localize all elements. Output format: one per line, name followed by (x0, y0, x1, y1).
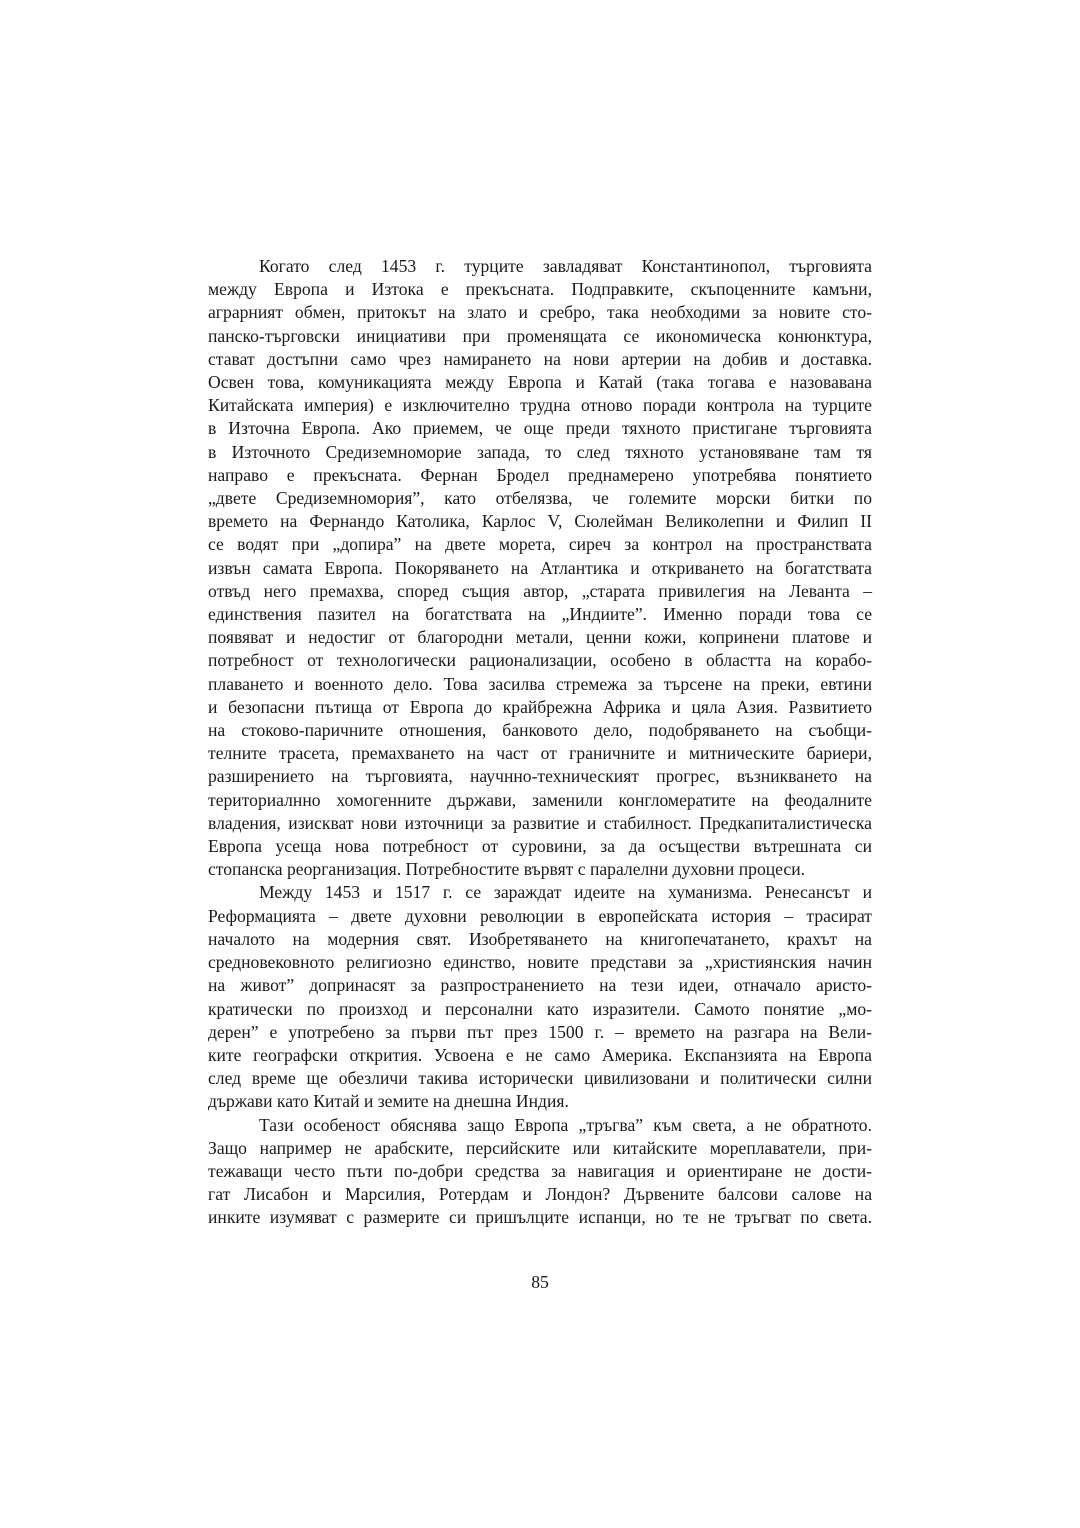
text-line: средновековното религиозно единство, новите представи за „християнския начин (208, 952, 872, 973)
text-line: кратически по произход и персонални като изразители. Самото понятие „мо- (208, 998, 872, 1019)
text-line: ките географски открития. Усвоена е не само Америка. Експанзията на Европа (208, 1044, 872, 1065)
paragraph (208, 1114, 872, 1230)
text-line: гат Лисабон и Марсилия, Ротердам и Лондон? Дървените балсови салове на (208, 1184, 872, 1205)
text-line: отвъд него премахва, според същия автор, „старата привилегия на Леванта – (208, 580, 872, 601)
text-line: Когато след 1453 г. турците завладяват Константинопол, търговията (259, 256, 872, 276)
page-number: 85 (531, 1272, 549, 1292)
text-line: инките изумяват с размерите си пришълците испанци, но те не тръгват по света. (208, 1207, 872, 1228)
text-line: плаването и военното дело. Това засилва стремежа за търсене на преки, евтини (208, 673, 872, 694)
paragraph (208, 881, 872, 1113)
text-line: Реформацията – двете духовни революции в европейската история – трасират (208, 905, 872, 926)
text-line: потребност от технологически рационализации, особено в областта на корабо- (208, 650, 872, 671)
text-line: направо е прекъсната. Фернан Бродел преднамерено употребява понятието (208, 464, 872, 485)
text-line: началото на модерния свят. Изобретяването на книгопечатането, крахът на (208, 928, 872, 949)
text-line: на стоково-паричните отношения, банковото дело, подобряването на съобщи- (208, 720, 872, 741)
text-line: държави като Китай и земите на днешна Индия. (208, 1091, 569, 1112)
text-line: появяват и недостиг от благородни метали, ценни кожи, копринени платове и (208, 627, 872, 648)
text-line: извън самата Европа. Покоряването на Атлантика и откриването на богатствата (208, 557, 872, 578)
paragraph (208, 255, 872, 881)
text-line: Освен това, комуникацията между Европа и Катай (така тогава е назовавана (208, 372, 872, 393)
text-line: се водят при „допира” на двете морета, сиреч за контрол на пространствата (208, 534, 872, 555)
text-line: дерен” е употребено за първи път през 1500 г. – времето на разгара на Вели- (208, 1021, 872, 1042)
text-line: тежаващи често пъти по-добри средства за навигация и ориентиране не дости- (208, 1160, 872, 1181)
text-line: на живот” допринасят за разпространението на тези идеи, отначало аристо- (208, 975, 872, 996)
text-line: единствения пазител на богатствата на „Индиите”. Именно поради това се (208, 604, 872, 625)
text-line: Тази особеност обяснява защо Европа „тръгва” към света, а не обратното. (259, 1114, 872, 1135)
text-line: Между 1453 и 1517 г. се зараждат идеите на хуманизма. Ренесансът и (259, 882, 872, 903)
text-line: Защо например не арабските, персийските или китайските мореплаватели, при- (208, 1137, 872, 1158)
text-line: панско-търговски инициативи при променящата се икономическа конюнктура, (208, 325, 872, 346)
text-line: след време ще обезличи такива исторически цивилизовани и политически силни (208, 1068, 872, 1089)
body-text (208, 255, 872, 1230)
text-line: териториалнно хомогенните държави, заменили конгломератите на феодалните (208, 789, 872, 810)
text-line: времето на Фернандо Католика, Карлос V, Сюлейман Великолепни и Филип II (208, 511, 872, 532)
text-line: в Източна Европа. Ако приемем, че още преди тяхното пристигане търговията (208, 418, 872, 439)
text-line: Европа усеща нова потребност от суровини, за да осъществи вътрешната си (208, 836, 872, 857)
text-line: владения, изискват нови източници за развитие и стабилност. Предкапиталистическа (208, 812, 872, 833)
text-line: стават достъпни само чрез намирането на нови артерии на добив и доставка. (208, 348, 872, 369)
text-line: в Източното Средиземноморие запада, то след тяхното установяване там тя (208, 441, 872, 462)
text-line: между Европа и Изтока е прекъсната. Подправките, скъпоценните камъни, (208, 279, 872, 300)
text-line: разширението на търговията, научнно-техническият прогрес, възникването на (208, 766, 872, 787)
text-line: „двете Средиземномория”, като отбелязва, че големите морски битки по (208, 488, 872, 509)
text-line: и безопасни пътища от Европа до крайбрежна Африка и цяла Азия. Развитието (208, 696, 872, 717)
text-line: стопанска реорганизация. Потребностите вървят с паралелни духовни процеси. (208, 859, 806, 880)
text-line: Китайската империя) е изключително трудна отново поради контрола на турците (208, 395, 872, 416)
text-line: телните трасета, премахването на част от граничните и митническите бариери, (208, 743, 872, 764)
text-line: аграрният обмен, притокът на злато и сребро, така необходими за новите сто- (208, 302, 872, 323)
